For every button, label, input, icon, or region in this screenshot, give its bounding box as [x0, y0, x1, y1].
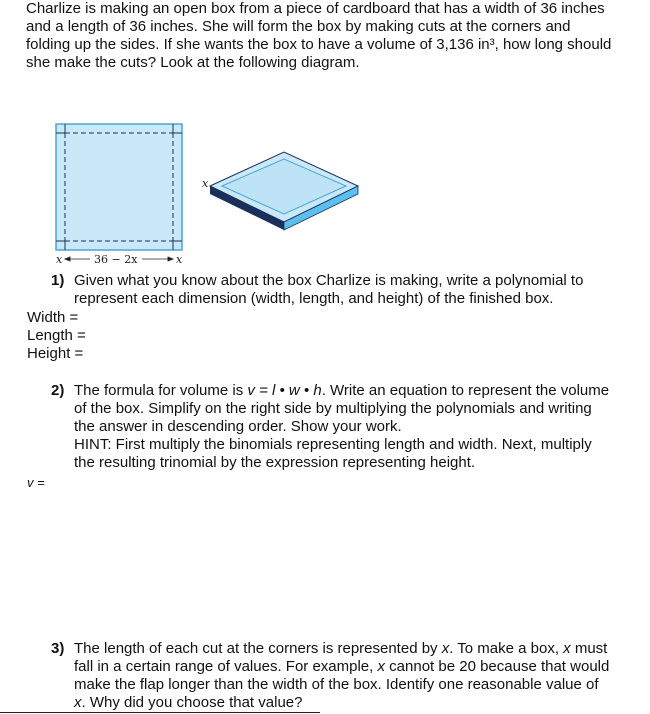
text-run: . Why did you choose that value?	[81, 694, 303, 711]
question-line: HINT: First multiply the binomials representing length and width. Next, multiply	[74, 436, 592, 453]
question-line: represent each dimension (width, length, and height) of the finished box.	[74, 290, 554, 307]
question-text	[74, 382, 609, 472]
width-answer-label: Width =	[27, 309, 79, 326]
folded-box	[210, 152, 358, 230]
question-text	[74, 272, 583, 308]
intro-line: Charlize is making an open box from a piece of cardboard that has a width of 36 inches	[26, 0, 605, 17]
variable-x: x	[563, 640, 571, 657]
text-run: . To make a box,	[449, 640, 564, 657]
text-run: cannot be 20 because that would	[385, 658, 610, 675]
intro-paragraph	[26, 0, 640, 72]
variable-x: x	[74, 694, 82, 711]
variable-x: x	[377, 658, 385, 675]
question-line: the answer in descending order. Show your work.	[74, 418, 402, 435]
cardboard-square	[56, 124, 182, 250]
length-answer-label: Length =	[27, 327, 86, 344]
question-line	[74, 694, 609, 712]
question-number: 3)	[51, 640, 65, 657]
intro-line: folding up the sides. If she wants the box to have a volume of 3,136 in³, how long should	[26, 36, 612, 53]
height-label: x	[202, 177, 209, 190]
question-text	[74, 640, 609, 712]
dimension-label: 36 − 2x	[94, 253, 138, 266]
question-number: 2)	[51, 382, 65, 399]
question-line	[74, 382, 609, 400]
question-line: of the box. Simplify on the right side by multiplying the polynomials and writing	[74, 400, 592, 417]
question-line: the resulting trinomial by the expression representing height.	[74, 454, 476, 471]
cut-left-label: x	[56, 253, 63, 266]
cut-right-label: x	[176, 253, 183, 266]
text-run: fall in a certain range of values. For example,	[74, 658, 378, 675]
volume-answer-label: v =	[27, 475, 45, 490]
question-line	[74, 640, 609, 658]
answer-rule	[0, 712, 320, 713]
text-run: must	[570, 640, 608, 657]
question-line: Given what you know about the box Charlize is making, write a polynomial to	[74, 272, 584, 289]
intro-line: she make the cuts? Look at the following diagram.	[26, 54, 360, 71]
intro-line: and a length of 36 inches. She will form the box by making cuts at the corners and	[26, 18, 571, 35]
text-run: The length of each cut at the corners is represented by	[74, 640, 442, 657]
box-diagram	[52, 120, 372, 270]
question-line: make the flap longer than the width of the box. Identify one reasonable value of	[74, 676, 599, 693]
text-run: The formula for volume is	[74, 382, 248, 399]
height-answer-label: Height =	[27, 345, 84, 362]
variable-x: x	[441, 640, 450, 657]
text-run: . Write an equation to represent the volume	[321, 382, 610, 399]
question-line	[74, 658, 609, 676]
volume-formula: v = l • w • h	[247, 382, 322, 399]
question-number: 1)	[51, 272, 65, 289]
